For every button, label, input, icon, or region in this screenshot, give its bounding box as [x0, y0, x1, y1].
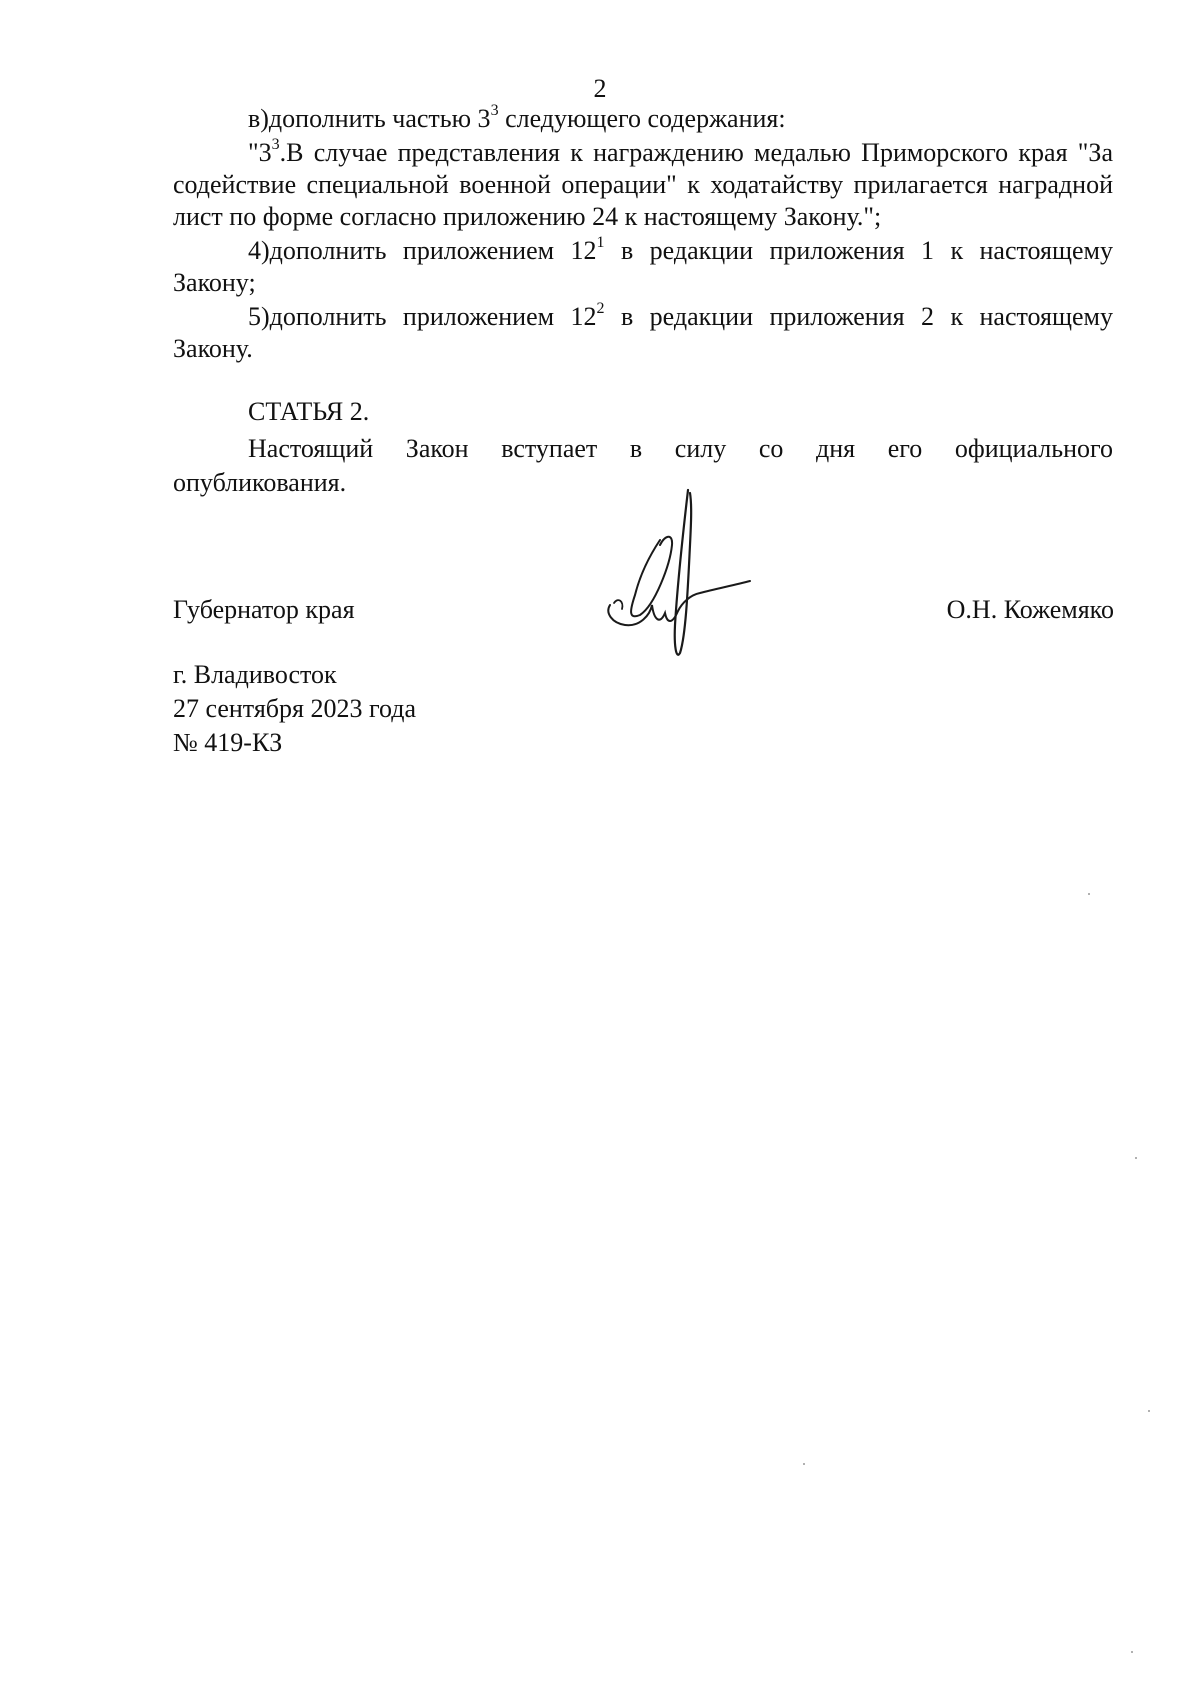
- superscript: 2: [596, 300, 605, 318]
- document-footer: [173, 658, 416, 760]
- superscript: 3: [271, 136, 280, 154]
- article-body-line2: опубликования.: [173, 468, 347, 497]
- article-body-line1: Настоящий Закон вступает в силу со дня его официального: [248, 434, 1113, 463]
- superscript: 1: [596, 234, 605, 252]
- scan-speck: [1131, 1651, 1133, 1653]
- signatory-name: О.Н. Кожемяко: [946, 595, 1114, 624]
- quote-text: .В случае представления к награждению медалью Приморского края "За содействие специальной военной операции" к ходатайству прилагается наградной лист по форме согласно приложению 24 к настоящему Закону.";: [173, 138, 1113, 231]
- paragraph-v-text: в)дополнить частью 3: [248, 104, 491, 133]
- quote-open: "3: [248, 138, 272, 167]
- paragraph-4-text-end: в редакции приложения 1 к настоящему Закону;: [173, 236, 1114, 297]
- paragraph-4-text: 4)дополнить приложением 12: [248, 236, 597, 265]
- superscript: 3: [490, 102, 499, 120]
- footer-number: № 419-КЗ: [173, 728, 283, 757]
- scan-speck: [1088, 893, 1090, 895]
- paragraph-5-text: 5)дополнить приложением 12: [248, 302, 597, 331]
- paragraph-4: [173, 235, 1113, 299]
- scan-speck: [1148, 1410, 1150, 1412]
- amendment-text: [173, 103, 1113, 365]
- paragraph-v: [173, 103, 1113, 135]
- signatory-title: Губернатор края: [173, 595, 355, 624]
- paragraph-v-text-end: следующего содержания:: [498, 104, 786, 133]
- paragraph-5-text-end: в редакции приложения 2 к настоящему Закону.: [173, 302, 1114, 363]
- footer-city: г. Владивосток: [173, 660, 337, 689]
- handwritten-signature: [600, 485, 760, 665]
- footer-date: 27 сентября 2023 года: [173, 694, 417, 723]
- scan-speck: [1135, 1157, 1137, 1159]
- article-heading: СТАТЬЯ 2.: [248, 397, 370, 426]
- scan-speck: [803, 1463, 805, 1465]
- paragraph-5: [173, 301, 1113, 365]
- page-number: 2: [593, 74, 607, 103]
- paragraph-quote: [173, 137, 1113, 233]
